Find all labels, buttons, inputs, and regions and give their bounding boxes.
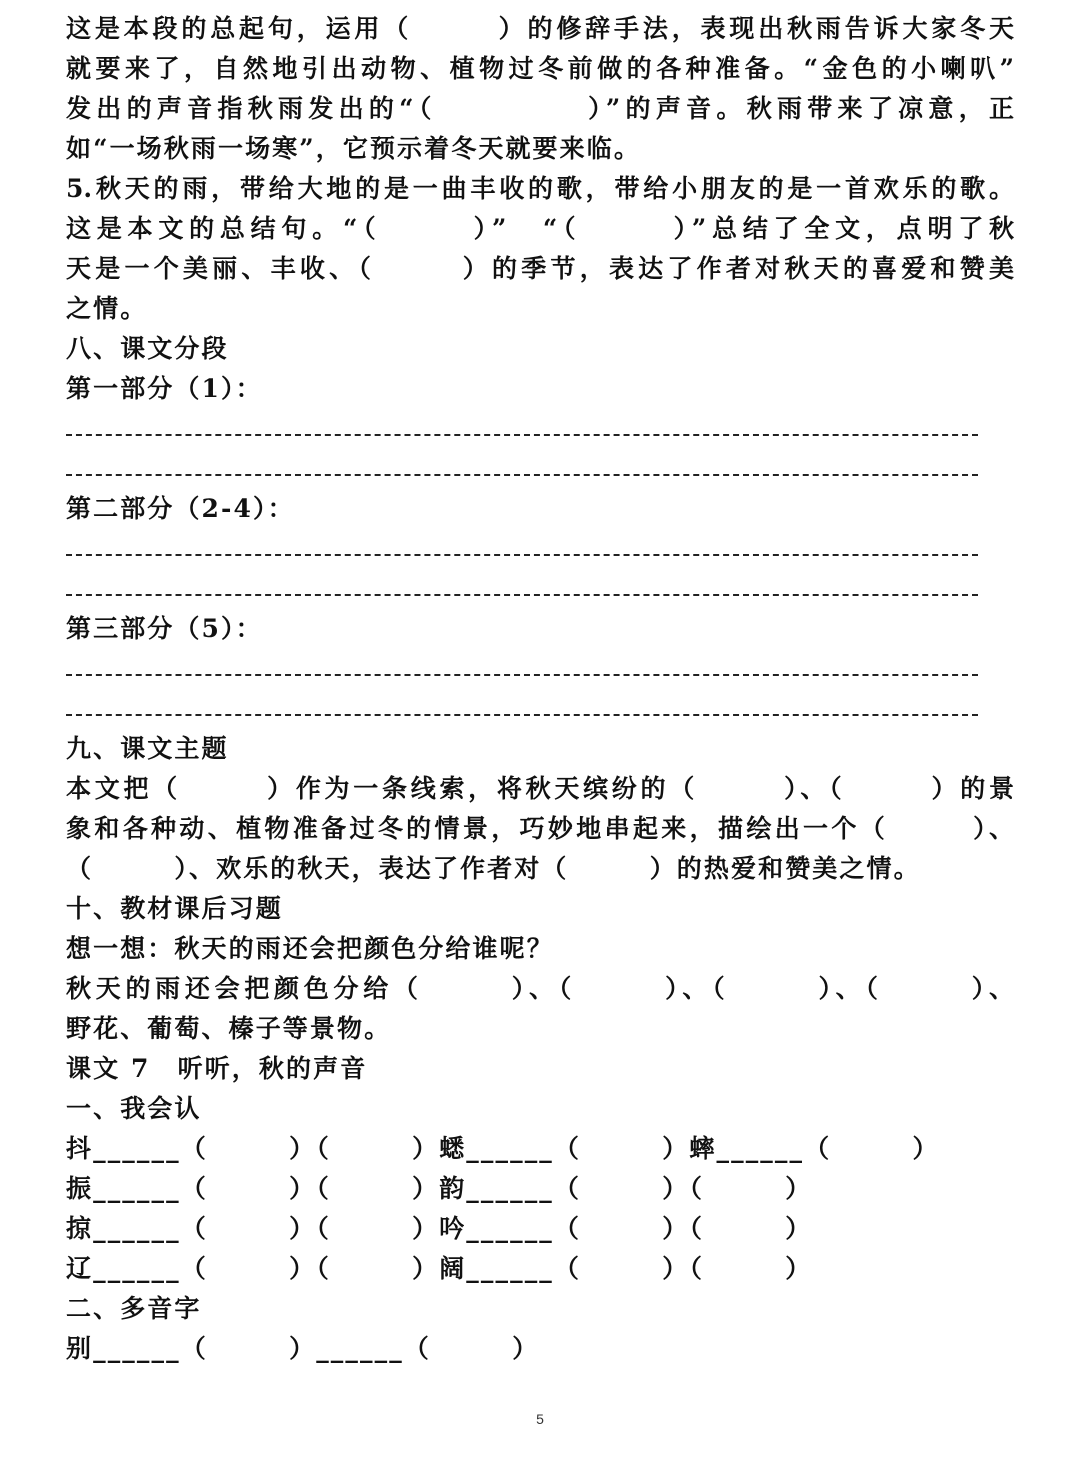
- paragraph-line-3: 发出的声音指秋雨发出的“（ ）”的声音。秋雨带来了凉意，正: [66, 94, 1014, 123]
- answer-line: [66, 554, 978, 556]
- section8-part1-label: 第一部分（1）：: [66, 374, 263, 403]
- recognize-row-3: 掠______（ ）（ ）吟______（ ）（ ）: [66, 1214, 813, 1243]
- paragraph-line-1: 这是本段的总起句，运用（ ）的修辞手法，表现出秋雨告诉大家冬天: [66, 14, 1014, 43]
- polyphone-row: 别______（ ）______（ ）: [66, 1334, 540, 1363]
- answer-line: [66, 474, 978, 476]
- section10-answer-line-1: 秋天的雨还会把颜色分给（ ）、（ ）、（ ）、（ ）、: [66, 974, 1014, 1003]
- section8-title: 八、课文分段: [66, 334, 229, 363]
- section10-question: 想一想：秋天的雨还会把颜色分给谁呢？: [66, 934, 554, 963]
- page-number: 5: [536, 1411, 544, 1427]
- section9-title: 九、课文主题: [66, 734, 229, 763]
- lesson7-title: 课文 7 听听，秋的声音: [66, 1054, 368, 1083]
- answer-line: [66, 674, 978, 676]
- paragraph-line-6: 这是本文的总结句。“（ ）” “（ ）”总结了全文，点明了秋: [66, 214, 1014, 243]
- paragraph-line-2: 就要来了，自然地引出动物、植物过冬前做的各种准备。“金色的小喇叭”: [66, 54, 1014, 83]
- recognize-row-4: 辽______（ ）（ ）阔______（ ）（ ）: [66, 1254, 813, 1283]
- lesson7-part1-title: 一、我会认: [66, 1094, 202, 1123]
- lesson7-part2-title: 二、多音字: [66, 1294, 202, 1323]
- answer-line: [66, 714, 978, 716]
- section8-part3-label: 第三部分（5）：: [66, 614, 263, 643]
- section9-line-3: （ ）、欢乐的秋天，表达了作者对（ ）的热爱和赞美之情。: [66, 854, 921, 883]
- answer-line: [66, 594, 978, 596]
- paragraph-line-5: 5.秋天的雨，带给大地的是一曲丰收的歌，带给小朋友的是一首欢乐的歌。: [66, 174, 1014, 203]
- section10-answer-line-2: 野花、葡萄、榛子等景物。: [66, 1014, 392, 1043]
- section8-part2-label: 第二部分（2-4）：: [66, 494, 295, 523]
- section10-title: 十、教材课后习题: [66, 894, 283, 923]
- paragraph-line-8: 之情。: [66, 294, 148, 323]
- recognize-row-2: 振______（ ）（ ）韵______（ ）（ ）: [66, 1174, 813, 1203]
- section9-line-1: 本文把（ ）作为一条线索，将秋天缤纷的（ ）、（ ）的景: [66, 774, 1014, 803]
- paragraph-line-7: 天是一个美丽、丰收、（ ）的季节，表达了作者对秋天的喜爱和赞美: [66, 254, 1014, 283]
- recognize-row-1: 抖______（ ）（ ）蟋______（ ）蟀______（ ）: [66, 1134, 940, 1163]
- answer-line: [66, 434, 978, 436]
- section9-line-2: 象和各种动、植物准备过冬的情景，巧妙地串起来，描绘出一个（ ）、: [66, 814, 1014, 843]
- paragraph-line-4: 如“一场秋雨一场寒”，它预示着冬天就要来临。: [66, 134, 641, 163]
